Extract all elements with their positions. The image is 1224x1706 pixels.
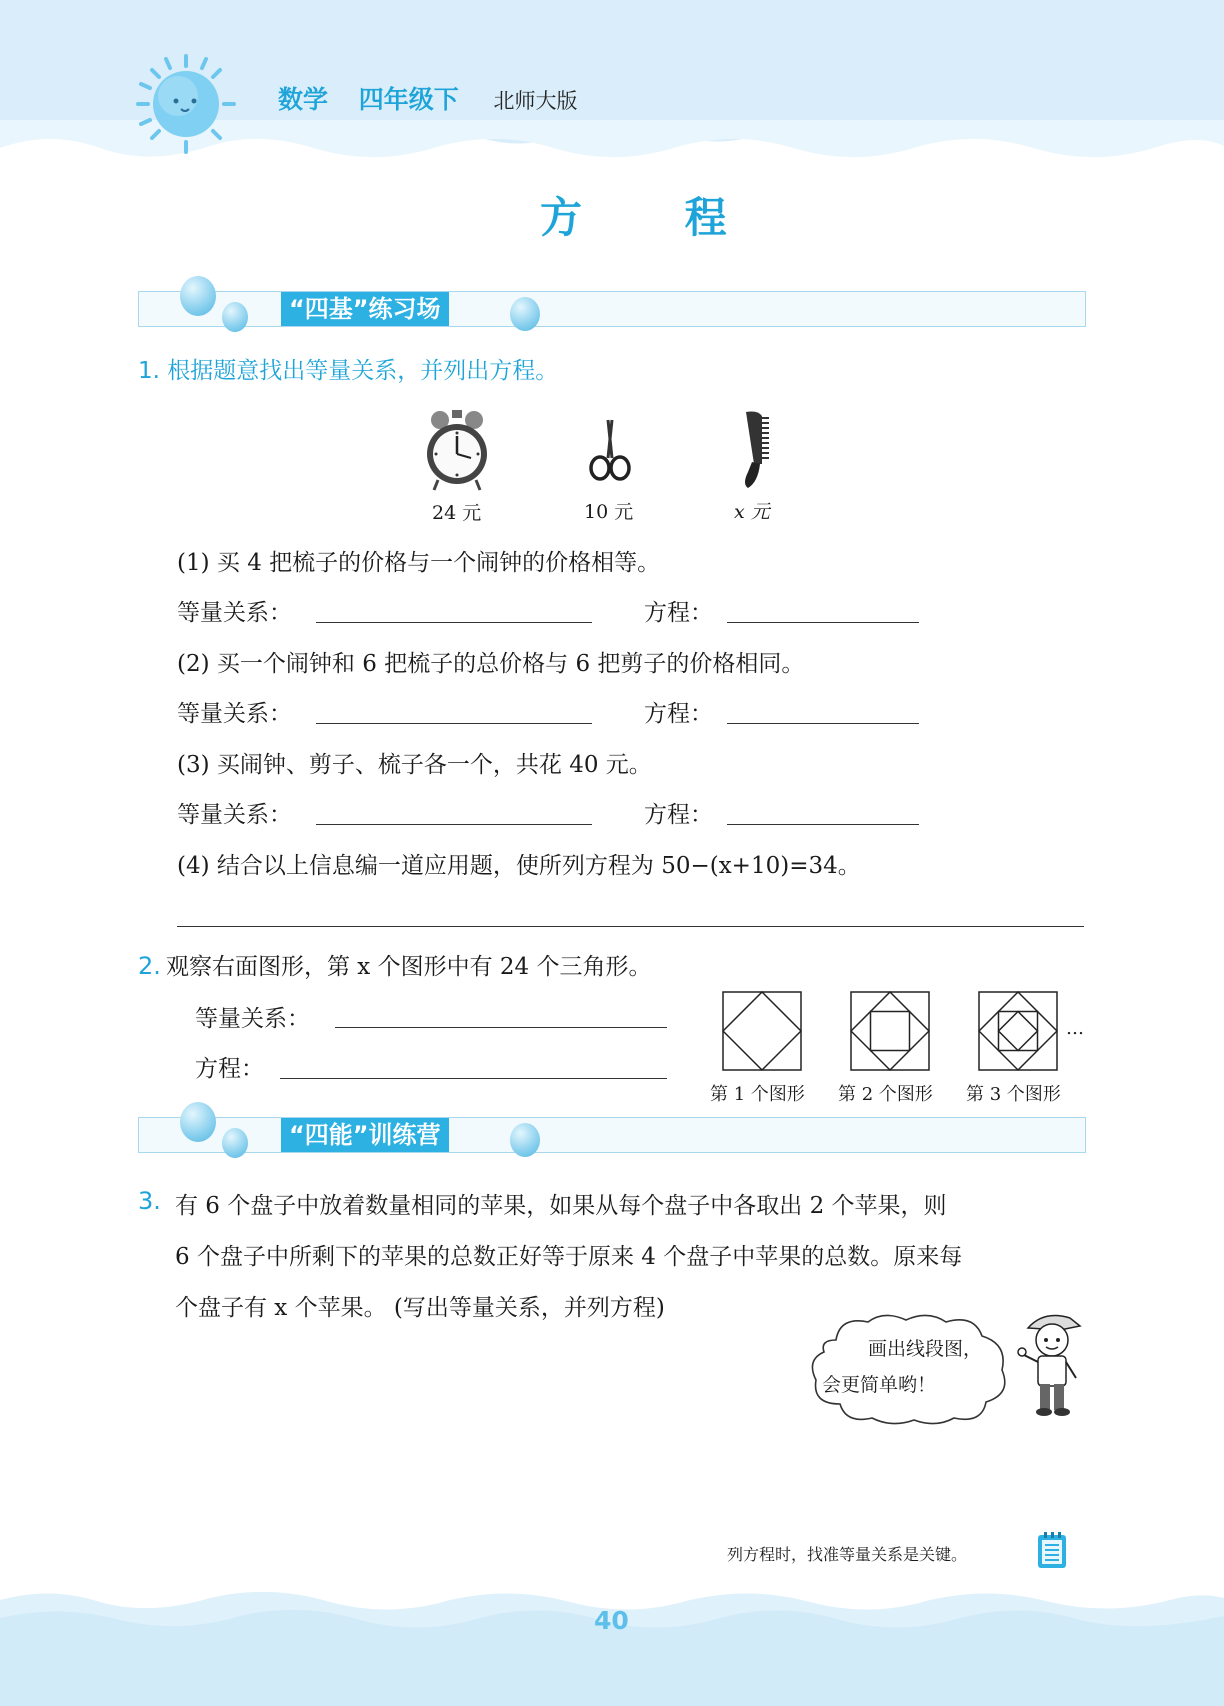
balloon-icon — [180, 276, 216, 316]
scissors-icon — [588, 418, 632, 482]
q1-sub-2: (2) 买一个闹钟和 6 把梳子的总价格与 6 把剪子的价格相同。 — [177, 651, 805, 677]
figure-2-caption: 第 2 个图形 — [838, 1084, 933, 1105]
balloon-icon — [510, 297, 540, 331]
q1-sub-3: (3) 买闹钟、剪子、梳子各一个，共花 40 元。 — [177, 752, 652, 778]
figure-3-caption: 第 3 个图形 — [966, 1084, 1061, 1105]
price-comb: x 元 — [734, 501, 770, 523]
answer-line-relation-q2[interactable] — [335, 1027, 667, 1028]
q3-line-3: 个盘子有 x 个苹果。 (写出等量关系，并列方程) — [175, 1295, 665, 1321]
answer-line-equation-3[interactable] — [727, 824, 919, 825]
equation-label: 方程： — [644, 802, 713, 828]
figure-ellipsis: … — [1066, 1018, 1084, 1039]
answer-line-relation-2[interactable] — [316, 723, 592, 724]
relation-label: 等量关系： — [177, 600, 292, 626]
relation-label: 等量关系： — [177, 701, 292, 727]
answer-line-equation-1[interactable] — [727, 622, 919, 623]
notebook-icon — [1036, 1532, 1068, 1570]
figure-3 — [978, 991, 1058, 1071]
q1-prompt-text: 根据题意找出等量关系，并列出方程。 — [167, 358, 559, 384]
answer-line-equation-q2[interactable] — [280, 1078, 667, 1079]
figure-1 — [722, 991, 802, 1071]
answer-line-relation-3[interactable] — [316, 824, 592, 825]
q1-number: 1. — [138, 358, 160, 384]
figure-2 — [850, 991, 930, 1071]
q1-prompt — [138, 352, 558, 385]
relation-label: 等量关系： — [195, 1006, 310, 1032]
figure-1-caption: 第 1 个图形 — [710, 1084, 805, 1105]
equation-label: 方程： — [195, 1056, 264, 1082]
answer-line-problem[interactable] — [177, 926, 1084, 927]
thought-bubble — [806, 1310, 1016, 1428]
q2-number: 2. — [138, 952, 161, 980]
balloon-icon — [510, 1123, 540, 1157]
answer-line-equation-2[interactable] — [727, 723, 919, 724]
page-number: 40 — [594, 1606, 629, 1635]
balloon-icon — [180, 1102, 216, 1142]
price-scissors: 10 元 — [584, 501, 634, 523]
boy-mascot-icon — [1014, 1308, 1090, 1420]
edition-label: 北师大版 — [493, 89, 578, 113]
q2-prompt — [138, 948, 651, 981]
balloon-icon — [222, 302, 248, 332]
q1-sub-1: (1) 买 4 把梳子的价格与一个闹钟的价格相等。 — [177, 550, 661, 576]
sun-mascot-icon — [136, 54, 236, 154]
grade-label: 四年级下 — [358, 85, 459, 114]
page-title: 方 程 — [540, 193, 771, 242]
relation-label: 等量关系： — [177, 802, 292, 828]
header-brand — [278, 80, 577, 116]
answer-line-relation-1[interactable] — [316, 622, 592, 623]
q3-line-1: 有 6 个盘子中放着数量相同的苹果，如果从每个盘子中各取出 2 个苹果，则 — [175, 1193, 947, 1219]
comb-icon — [738, 408, 770, 490]
q3-number: 3. — [138, 1187, 161, 1215]
tip-text: 列方程时，找准等量关系是关键。 — [727, 1545, 968, 1564]
equation-label: 方程： — [644, 600, 713, 626]
bubble-line-2: 会更简单哟！ — [822, 1374, 937, 1396]
subject-label: 数学 — [278, 85, 329, 114]
q2-prompt-text: 观察右面图形，第 x 个图形中有 24 个三角形。 — [166, 954, 652, 980]
q1-sub-4: (4) 结合以上信息编一道应用题，使所列方程为 50−(x+10)=34。 — [177, 853, 861, 879]
balloon-icon — [222, 1128, 248, 1158]
alarm-clock-icon — [424, 408, 490, 494]
price-clock: 24 元 — [432, 502, 482, 524]
section-label-basic: “四基”练习场 — [281, 292, 449, 326]
bubble-line-1: 画出线段图， — [868, 1338, 983, 1360]
section-label-advanced: “四能”训练营 — [281, 1118, 449, 1152]
q3-line-2: 6 个盘子中所剩下的苹果的总数正好等于原来 4 个盘子中苹果的总数。原来每 — [175, 1244, 963, 1270]
equation-label: 方程： — [644, 701, 713, 727]
